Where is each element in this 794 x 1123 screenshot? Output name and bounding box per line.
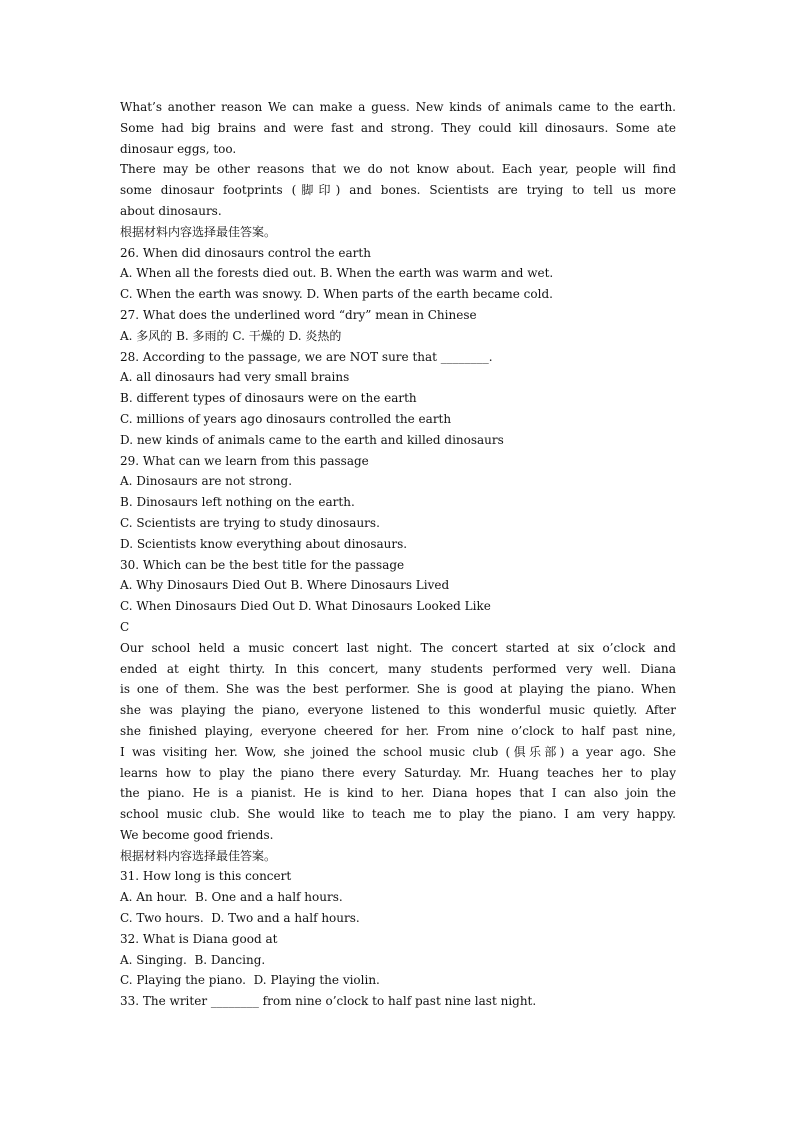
paragraph-line: the piano. He is a pianist. He is kind to her. Diana hopes that I can also join the — [120, 786, 676, 801]
question-line: 32. What is Diana good at — [120, 931, 278, 946]
question-line: C. When Dinosaurs Died Out D. What Dinosaurs Looked Like — [120, 599, 491, 614]
question-line: C. Two hours. D. Two and a half hours. — [120, 911, 360, 926]
question-line: D. Scientists know everything about dinosaurs. — [120, 536, 408, 551]
question-line: C. millions of years ago dinosaurs controlled the earth — [120, 411, 452, 426]
passage-b-tail — [120, 97, 676, 222]
paragraph-line: There may be other reasons that we do not know about. Each year, people will find — [120, 162, 676, 177]
paragraph-line: learns how to play the piano there every Saturday. Mr. Huang teaches her to play — [120, 765, 676, 780]
paragraph-line: What’s another reason We can make a guess. New kinds of animals came to the earth. — [120, 100, 676, 114]
paragraph-line: I was visiting her. Wow, she joined the school music club (俱乐部) a year ago. She — [120, 744, 676, 759]
paragraph-line: school music club. She would like to teach me to play the piano. I am very happy. — [120, 807, 676, 822]
question-line: C. Scientists are trying to study dinosaurs. — [120, 515, 380, 530]
instruction-b: 根据材料内容选择最佳答案。 — [120, 224, 277, 239]
question-line: 31. How long is this concert — [120, 869, 292, 884]
paragraph-line: is one of them. She was the best performer. She is good at playing the piano. When — [120, 682, 676, 697]
paragraph-line: she finished playing, everyone cheered for her. From nine o’clock to half past nine, — [120, 723, 676, 738]
question-line: A. all dinosaurs had very small brains — [120, 370, 350, 385]
question-line: A. Singing. B. Dancing. — [120, 952, 266, 967]
question-line: 33. The writer ________ from nine o’clock to half past nine last night. — [120, 994, 537, 1009]
paragraph-line: about dinosaurs. — [120, 203, 222, 218]
paragraph-line: Our school held a music concert last night. The concert started at six o’clock and — [120, 640, 676, 655]
question-line: D. new kinds of animals came to the earth and killed dinosaurs — [120, 432, 504, 447]
paragraph-line: she was playing the piano, everyone listened to this wonderful music quietly. After — [120, 703, 676, 718]
passage-c — [120, 638, 676, 846]
questions-b — [120, 243, 676, 617]
question-line: 28. According to the passage, we are NOT sure that ________. — [120, 349, 493, 364]
paragraph-line: dinosaur eggs, too. — [120, 141, 237, 156]
question-line: 30. Which can be the best title for the passage — [120, 557, 405, 572]
question-line: A. An hour. B. One and a half hours. — [120, 890, 343, 905]
section-c-label: C — [120, 619, 130, 634]
paragraph-line: ended at eight thirty. In this concert, many students performed very well. Diana — [120, 661, 676, 676]
questions-c — [120, 866, 676, 1012]
question-line: B. different types of dinosaurs were on the earth — [120, 391, 417, 406]
document-page — [120, 97, 676, 1012]
question-line: C. When the earth was snowy. D. When parts of the earth became cold. — [120, 287, 553, 302]
paragraph-line: We become good friends. — [120, 827, 274, 842]
paragraph-line: some dinosaur footprints (脚印) and bones. Scientists are trying to tell us more — [120, 183, 676, 198]
paragraph-line: Some had big brains and were fast and strong. They could kill dinosaurs. Some ate — [120, 120, 676, 135]
question-line: 26. When did dinosaurs control the earth — [120, 245, 371, 260]
question-line: A. 多风的 B. 多雨的 C. 干燥的 D. 炎热的 — [120, 328, 342, 343]
question-line: A. Why Dinosaurs Died Out B. Where Dinosaurs Lived — [120, 578, 450, 593]
question-line: A. Dinosaurs are not strong. — [120, 474, 293, 489]
question-line: 27. What does the underlined word “dry” mean in Chinese — [120, 307, 477, 322]
question-line: B. Dinosaurs left nothing on the earth. — [120, 495, 355, 510]
question-line: C. Playing the piano. D. Playing the violin. — [120, 973, 380, 988]
question-line: A. When all the forests died out. B. When the earth was warm and wet. — [120, 266, 554, 281]
instruction-c: 根据材料内容选择最佳答案。 — [120, 848, 277, 863]
question-line: 29. What can we learn from this passage — [120, 453, 369, 468]
